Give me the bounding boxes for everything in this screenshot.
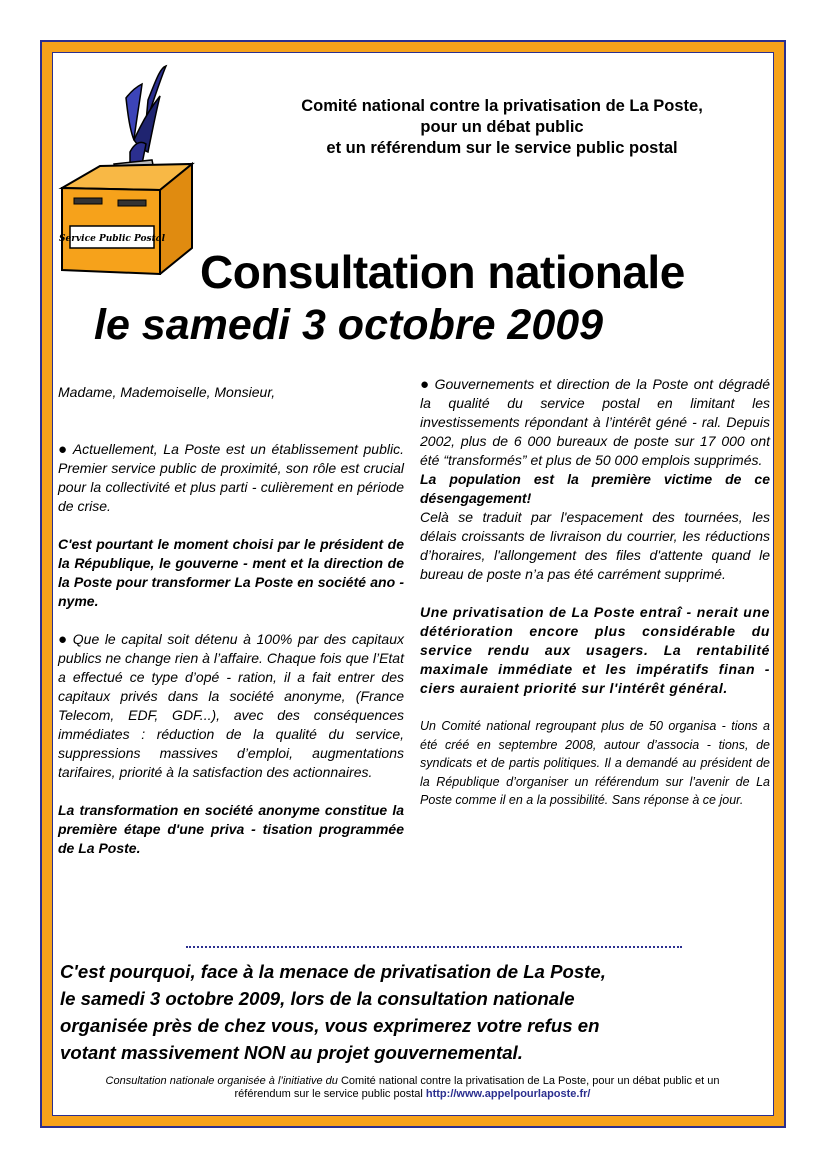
left-paragraph-3: ● Que le capital soit détenu à 100% par des capitaux publics ne change rien à l’affaire. Chaque fois que l’Etat a effectué ce type d’opé - ration, il a fait entrer des capitaux privés dans la société anonyme, (France Telecom, EDF, GDF...), avec des conséquences immédiates : réduction de la qualité du service, suppressions massives d’emploi, augmentations tarifaires, priorité à la satisfaction des actionnaires. [58,631,405,780]
bullet-icon: ● [58,631,69,648]
left-paragraph-4: La transformation en société anonyme constitue la première étape d'une priva - tisation programmée de La Poste. [58,802,404,856]
conclusion-line-1: C'est pourquoi, face à la menace de privatisation de La Poste, [60,961,606,982]
conclusion-line-2: le samedi 3 octobre 2009, lors de la consultation nationale [60,988,575,1009]
ballot-box-icon [56,60,196,275]
organizer-line-1: Comité national contre la privatisation de La Poste, [301,97,703,115]
right-paragraph-3: Celà se traduit par l'espacement des tournées, les délais croissants de livraison du courrier, les réductions d’horaires, l'allongement des files d'attente quand le bureau de poste n’a pas été carrément supprimé. [420,509,770,582]
organizer-heading [232,96,772,159]
left-column [58,383,404,858]
bullet-icon: ● [420,376,431,393]
organizer-line-3: et un référendum sur le service public postal [326,139,678,157]
greeting: Madame, Mademoiselle, Monsieur, [58,384,276,400]
right-column [420,375,770,810]
footer [60,1075,765,1101]
website-link[interactable]: http://www.appelpourlaposte.fr/ [425,1088,591,1100]
logo-label: Service Public Postal [58,234,166,244]
main-title: Consultation nationale [200,246,685,298]
left-paragraph-2: C'est pourtant le moment choisi par le président de la République, le gouverne - ment et la direction de la Poste pour transformer La Poste en société ano - nyme. [58,536,404,609]
main-date: le samedi 3 octobre 2009 [94,301,604,349]
right-paragraph-5: Un Comité national regroupant plus de 50 organisa - tions a été créé en septembre 2008, autour d’associa - tions, de syndicats et de partis politiques. Il a demandé au président de la République d’organiser un référendum sur l’avenir de La Poste comme il en a la possibilité. Sans réponse à ce jour. [420,719,770,807]
right-paragraph-2: La population est la première victime de ce désengagement! [420,471,770,506]
right-paragraph-1: ● Gouvernements et direction de la Poste ont dégradé la qualité du service postal en limitant les investissements répondant à l’intérêt géné - ral. Depuis 2002, plus de 6 000 bureaux de poste sur 17 000 ont été “transformés” et plus de 50 000 emplois supprimés. [420,376,770,468]
organizer-line-2: pour un débat public [420,118,584,136]
footer-text-1: Comité national contre la privatisation de La Poste, pour un débat public et un [337,1075,720,1087]
left-paragraph-1: ● Actuellement, La Poste est un établissement public. Premier service public de proximité, son rôle est crucial pour la collectivité et plus parti - culièrement en période de crise. [58,441,404,514]
right-paragraph-4: Une privatisation de La Poste entraî - nerait une détérioration encore plus considérable du service rendu aux usagers. La rentabilité maximale immédiate et les impératifs finan - ciers auraient priorité sur l'intérêt général. [420,604,770,696]
conclusion [60,958,765,1066]
footer-italic: Consultation nationale organisée à l’initiative du [105,1075,338,1087]
conclusion-line-3: organisée près de chez vous, vous exprimerez votre refus en [60,1015,600,1036]
dotted-divider [186,946,682,948]
footer-text-2: référendum sur le service public postal [234,1088,426,1100]
conclusion-line-4: votant massivement NON au projet gouvernemental. [60,1042,523,1063]
bullet-icon: ● [58,441,69,458]
